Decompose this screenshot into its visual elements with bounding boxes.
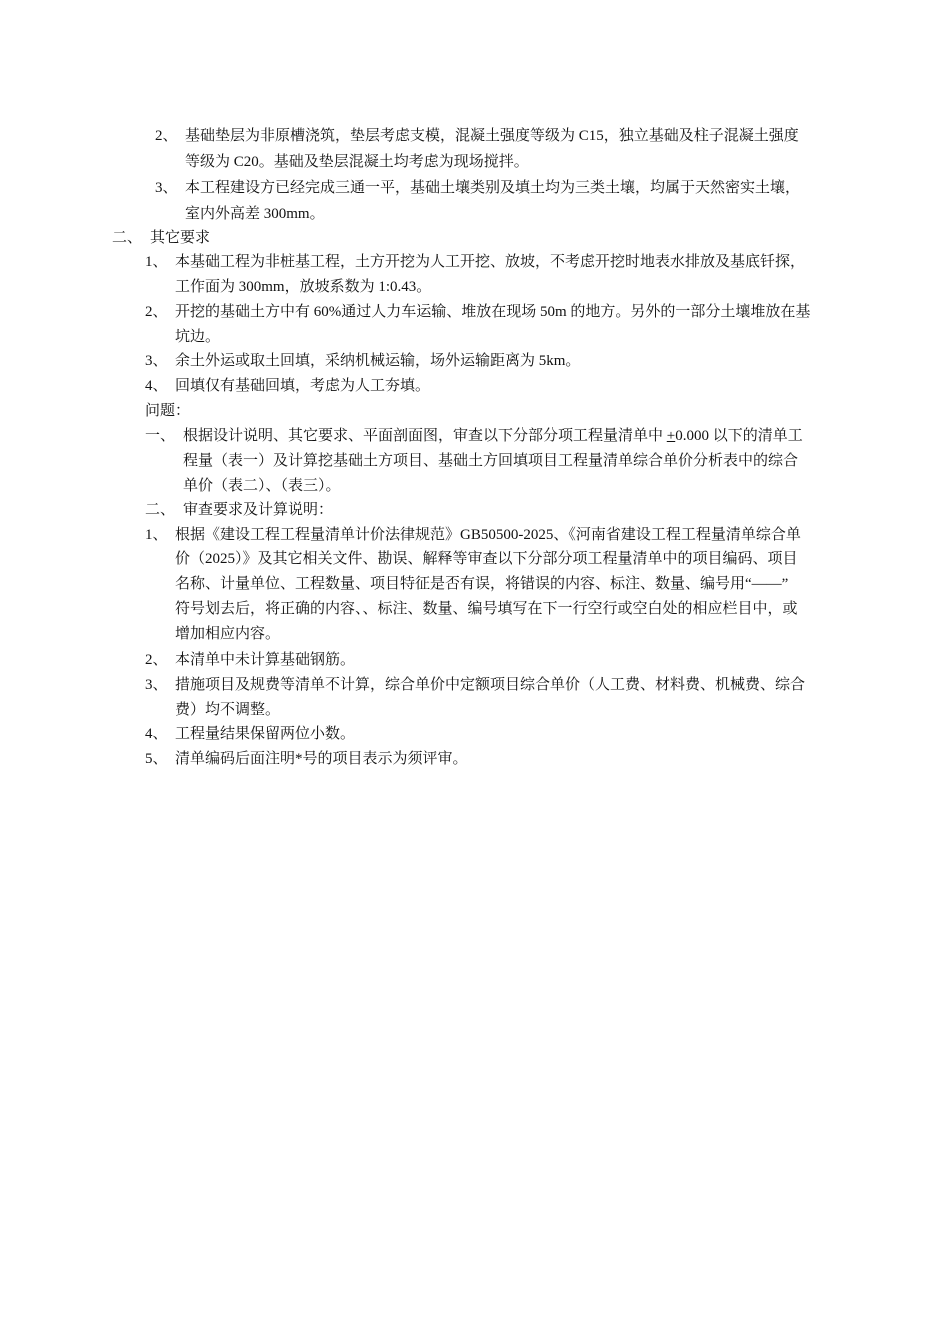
list-text-line: 等级为 C20。基础及垫层混凝土均考虑为现场搅拌。 bbox=[185, 154, 529, 170]
plus-minus-sign: + bbox=[666, 428, 676, 444]
list-text-line: 开挖的基础土方中有 60%通过人力车运输、堆放在现场 50m 的地方。另外的一部分土壤堆放在基 bbox=[175, 304, 811, 320]
list-text-line: 费）均不调整。 bbox=[175, 702, 281, 718]
list-text-line: 清单编码后面注明*号的项目表示为须评审。 bbox=[175, 751, 468, 767]
section-number: 二、 bbox=[112, 230, 143, 246]
list-text-line: 根据《建设工程工程量清单计价法律规范》GB50500-2025、《河南省建设工程工程量清单综合单 bbox=[175, 527, 801, 543]
list-text-line: 余土外运或取土回填，采纳机械运输，场外运输距离为 5km。 bbox=[175, 353, 581, 369]
list-number: 2、 bbox=[145, 304, 168, 320]
list-number: 1、 bbox=[145, 254, 168, 270]
question-title: 审查要求及计算说明： bbox=[183, 502, 334, 518]
list-text-line: 价（2025）》及其它相关文件、勘误、解释等审查以下分部分项工程量清单中的项目编码、项目 bbox=[175, 551, 798, 567]
list-number: 一、 bbox=[145, 428, 176, 444]
list-number: 2、 bbox=[145, 652, 168, 668]
list-number: 3、 bbox=[145, 677, 168, 693]
list-number: 2、 bbox=[155, 128, 178, 144]
list-text-line: 工作面为 300mm，放坡系数为 1:0.43。 bbox=[175, 279, 432, 295]
list-text-line: 室内外高差 300mm。 bbox=[185, 206, 325, 222]
list-number: 二、 bbox=[145, 502, 176, 518]
list-number: 4、 bbox=[145, 726, 168, 742]
list-number: 5、 bbox=[145, 751, 168, 767]
list-text-line: 本清单中未计算基础钢筋。 bbox=[175, 652, 356, 668]
list-text-line: 工程量结果保留两位小数。 bbox=[175, 726, 356, 742]
list-text-line: 措施项目及规费等清单不计算，综合单价中定额项目综合单价（人工费、材料费、机械费、综合 bbox=[175, 677, 806, 693]
list-text-line: 名称、计量单位、工程数量、项目特征是否有误，将错误的内容、标注、数量、编号用“——” bbox=[175, 576, 789, 592]
list-number: 4、 bbox=[145, 378, 168, 394]
list-text-line: 符号划去后，将正确的内容、、标注、数量、编号填写在下一行空行或空白处的相应栏目中，或 bbox=[175, 601, 798, 617]
question-text-line: 程量（表一）及计算挖基础土方项目、基础土方回填项目工程量清单综合单价分析表中的综合 bbox=[183, 453, 799, 469]
list-text-line: 回填仅有基础回填，考虑为人工夯填。 bbox=[175, 378, 431, 394]
question-text-line: 单价（表二）、（表三）。 bbox=[183, 478, 341, 494]
section-title: 其它要求 bbox=[150, 230, 211, 246]
list-number: 3、 bbox=[145, 353, 168, 369]
list-text-line: 本基础工程为非桩基工程，土方开挖为人工开挖、放坡，不考虑开挖时地表水排放及基底钎探， bbox=[175, 254, 806, 270]
list-number: 3、 bbox=[155, 180, 178, 196]
list-text-line: 本工程建设方已经完成三通一平，基础土壤类别及填土均为三类土壤，均属于天然密实土壤， bbox=[185, 180, 801, 196]
list-text-line: 基础垫层为非原槽浇筑，垫层考虑支模，混凝土强度等级为 C15，独立基础及柱子混凝土强度 bbox=[185, 128, 799, 144]
list-text-line: 增加相应内容。 bbox=[175, 626, 281, 642]
question-text-part: 根据设计说明、其它要求、平面剖面图，审查以下分部分项工程量清单中 bbox=[183, 428, 667, 444]
questions-heading: 问题： bbox=[145, 403, 191, 419]
question-text-line bbox=[183, 424, 803, 449]
list-number: 1、 bbox=[145, 527, 168, 543]
list-text-line: 坑边。 bbox=[175, 329, 221, 345]
question-text-part: 0.000 以下的清单工 bbox=[675, 428, 803, 444]
